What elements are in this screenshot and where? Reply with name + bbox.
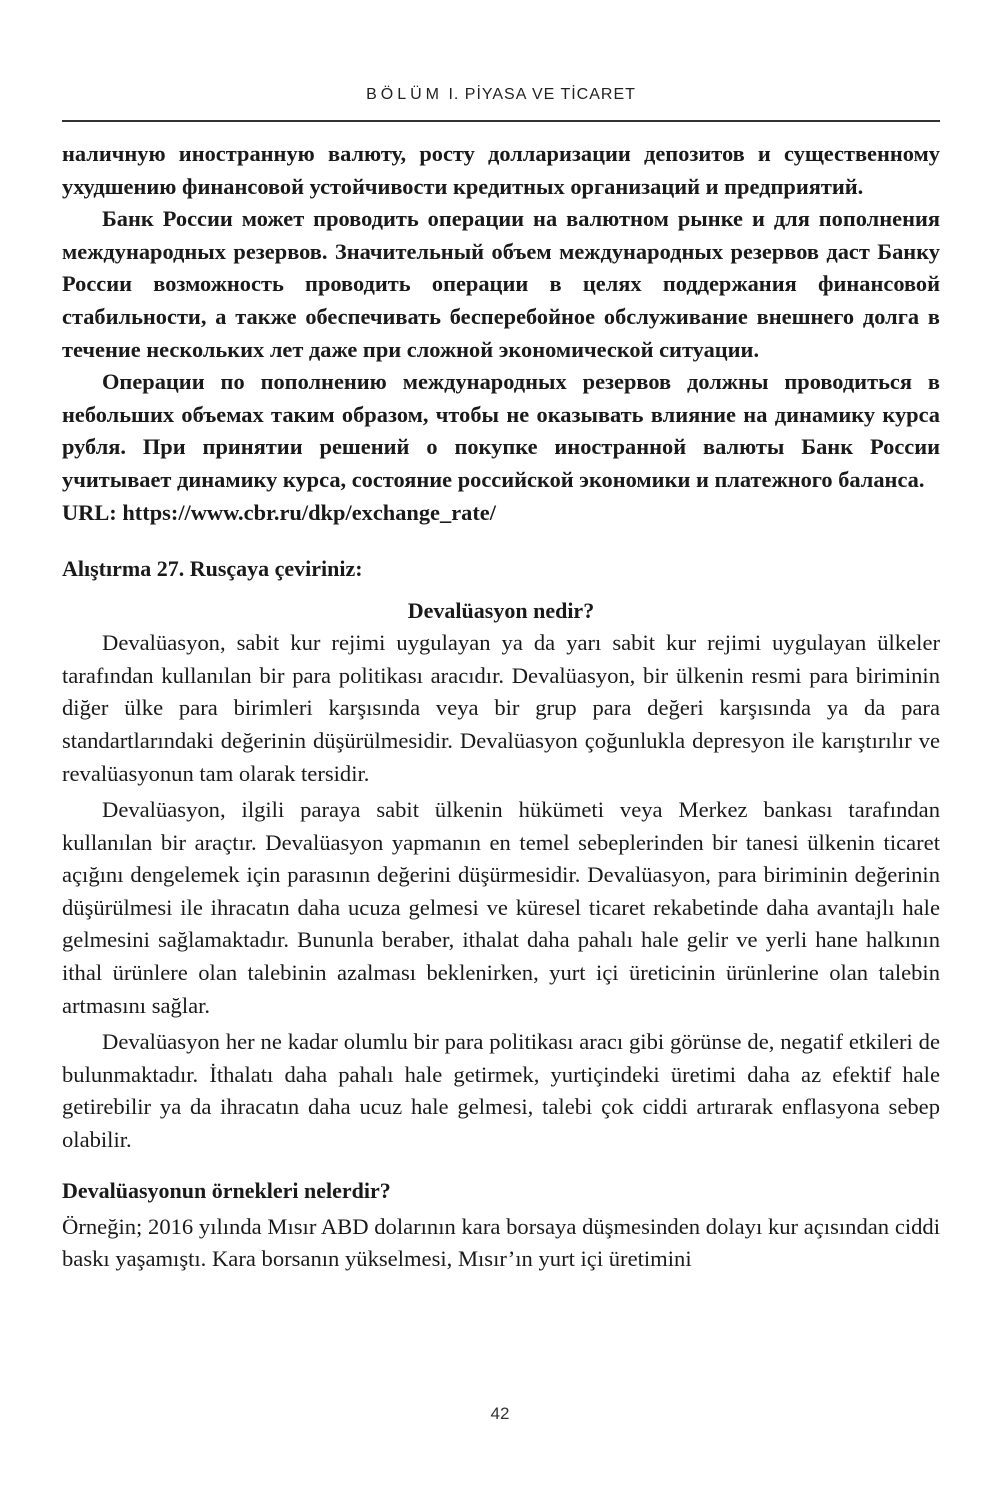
exercise-label: Alıştırma 27.: [62, 556, 185, 582]
source-url: URL: https://www.cbr.ru/dkp/exchange_rate/: [62, 499, 496, 525]
turkish-text: [62, 627, 940, 1157]
russian-paragraph: Операции по пополнению международных резервов должны проводиться в небольших объемах таким образом, чтобы не оказывать влияние на динамику курса рубля. При принятии решений о покупке иностранной валюты Банк России учитывает динамику курса, состояние российской экономики и платежного баланса.: [62, 369, 940, 492]
section-title: Devalüasyon nedir?: [407, 598, 595, 624]
running-head-part: BÖLÜM: [366, 86, 443, 103]
page-body: [62, 138, 940, 1276]
exercise-heading: [62, 553, 940, 585]
running-head-title: I. PİYASA VE TİCARET: [448, 86, 636, 103]
turkish-text: [62, 1211, 940, 1276]
russian-paragraph: Банк России может проводить операции на валютном рынке и для пополнения международных резервов. Значительный объем международных резервов даст Банку России возможность проводить операции в целях поддержания финансовой стабильности, а также обеспечивать бесперебойное обслуживание внешнего долга в течение нескольких лет даже при сложной экономической ситуации.: [62, 206, 940, 362]
section-title: Devalüasyonun örnekleri nelerdir?: [62, 1177, 391, 1203]
russian-text: [62, 138, 940, 529]
running-head: [62, 86, 940, 104]
russian-paragraph: наличную иностранную валюту, росту долларизации депозитов и существенному ухудшению финансовой устойчивости кредитных организаций и предприятий.: [62, 141, 940, 199]
exercise-instruction: Rusçaya çeviriniz:: [189, 556, 363, 582]
page-number: 42: [490, 1404, 510, 1423]
turkish-paragraph: Örneğin; 2016 yılında Mısır ABD dolarının kara borsaya düşmesinden dolayı kur açısından ciddi baskı yaşamıştı. Kara borsanın yükselmesi, Mısır’ın yurt içi üretimini: [62, 1213, 940, 1272]
turkish-paragraph: Devalüasyon her ne kadar olumlu bir para politikası aracı gibi görünse de, negatif etkileri de bulunmaktadır. İthalatı daha pahalı hale getirmek, yurtiçindeki üretimi daha az efektif hale getirebilir ya da ihracatın daha ucuz hale gelmesi, talebi çok ciddi artırarak enflasyona sebep olabilir.: [62, 1029, 940, 1153]
turkish-paragraph: Devalüasyon, sabit kur rejimi uygulayan ya da yarı sabit kur rejimi uygulayan ülkeler tarafından kullanılan bir para politikası aracıdır. Devalüasyon, bir ülkenin resmi para biriminin diğer ülke para birimleri karşısında veya bir grup para değeri karşısında ya da para standartlarındaki değerinin düşürülmesidir. Devalüasyon çoğunlukla depresyon ile karıştırılır ve revalüasyonun tam olarak tersidir.: [62, 630, 940, 786]
turkish-paragraph: Devalüasyon, ilgili paraya sabit ülkenin hükümeti veya Merkez bankası tarafından kullanılan bir araçtır. Devalüasyon yapmanın en temel sebeplerinden bir tanesi ülkenin ticaret açığını dengelemek için parasının değerini düşürmesidir. Devalüasyon, para biriminin değerinin düşürülmesi ile ihracatın daha ucuza gelmesi ve küresel ticaret rekabetinde daha avantajlı hale gelmesini sağlamaktadır. Bununla beraber, ithalat daha pahalı hale gelir ve yerli hane halkının ithal ürünlere olan talebinin azalması beklenirken, yurt içi üreticinin ürünlerine olan talebin artmasını sağlar.: [62, 797, 940, 1018]
header-rule: [62, 120, 940, 122]
